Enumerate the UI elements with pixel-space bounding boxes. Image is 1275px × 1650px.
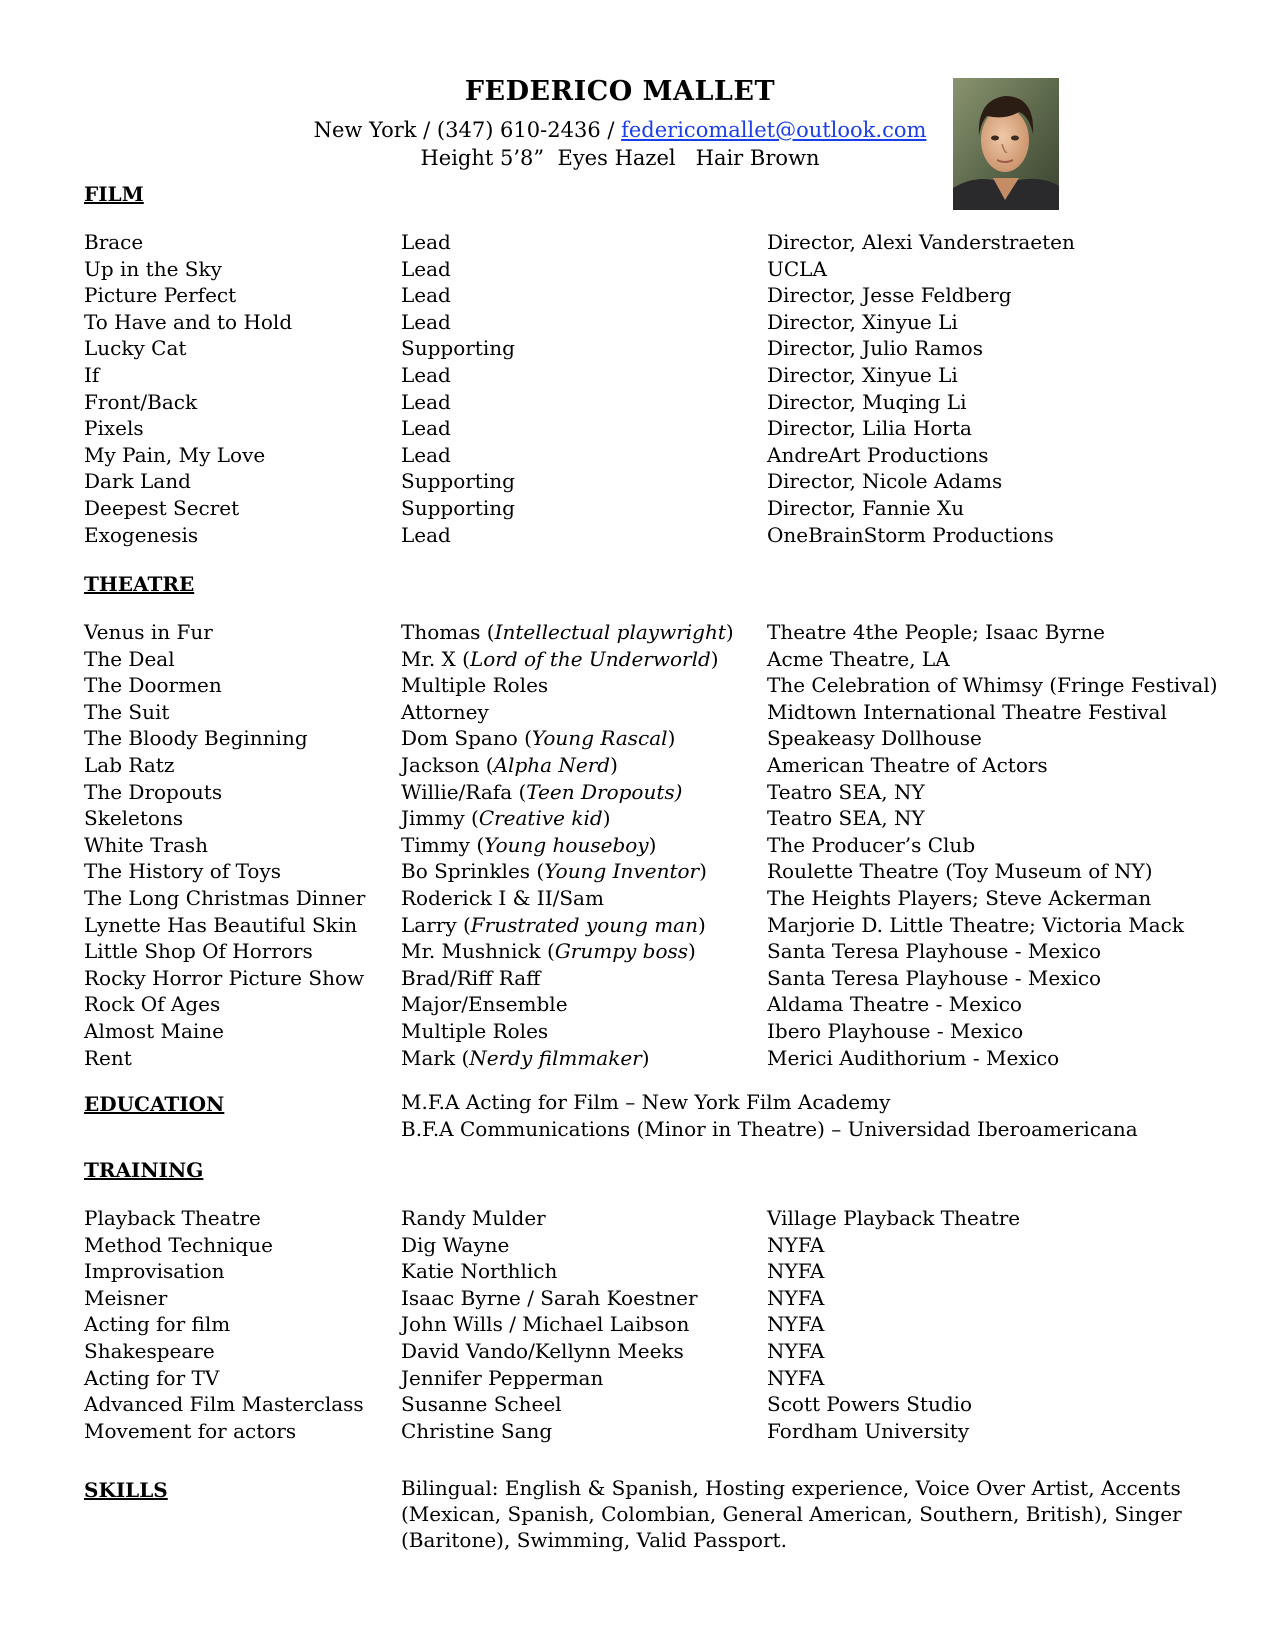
film-heading: FILM xyxy=(84,182,144,206)
training-credit: NYFA xyxy=(767,1339,825,1363)
film-title: Up in the Sky xyxy=(84,256,222,281)
skills-heading: SKILLS xyxy=(84,1478,168,1502)
training-role: Dig Wayne xyxy=(401,1232,510,1257)
theatre-row xyxy=(0,1018,1275,1045)
film-title: To Have and to Hold xyxy=(84,309,293,334)
role-description: Alpha Nerd xyxy=(493,753,611,777)
role-close: ) xyxy=(602,806,611,831)
training-heading: TRAINING xyxy=(84,1158,204,1182)
film-credit: OneBrainStorm Productions xyxy=(767,522,1054,547)
role-name: Dom Spano ( xyxy=(401,726,532,751)
training-role: Isaac Byrne / Sarah Koestner xyxy=(401,1285,698,1310)
film-row xyxy=(0,229,1275,256)
theatre-role xyxy=(401,991,568,1018)
theatre-title: Almost Maine xyxy=(84,1019,225,1043)
theatre-credit: Theatre 4the People; Isaac Byrne xyxy=(767,620,1106,644)
film-row xyxy=(0,256,1275,283)
training-title: Acting for TV xyxy=(84,1365,220,1390)
role-description: Young Rascal xyxy=(531,726,668,751)
theatre-row xyxy=(0,912,1275,939)
role-name: Multiple Roles xyxy=(401,673,549,698)
role-name: Willie/Rafa ( xyxy=(401,779,527,804)
role-description: Grumpy boss xyxy=(554,939,689,964)
training-role: Katie Northlich xyxy=(401,1259,558,1284)
theatre-title: Lynette Has Beautiful Skin xyxy=(84,912,358,937)
film-title: My Pain, My Love xyxy=(84,442,266,467)
education-line: M.F.A Acting for Film – New York Film Academy xyxy=(401,1090,891,1114)
training-role: Susanne Scheel xyxy=(401,1392,562,1417)
training-credit: Village Playback Theatre xyxy=(767,1206,1021,1230)
theatre-role xyxy=(401,1018,548,1045)
film-row xyxy=(0,309,1275,336)
role-name: Multiple Roles xyxy=(401,1019,549,1043)
film-title: Front/Back xyxy=(84,389,198,414)
film-credit: AndreArt Productions xyxy=(767,442,989,467)
training-credit: NYFA xyxy=(767,1259,825,1284)
theatre-credit: The Celebration of Whimsy (Fringe Festival) xyxy=(767,673,1218,698)
role-name: Bo Sprinkles ( xyxy=(401,859,545,884)
role-close: ) xyxy=(667,726,676,751)
training-title: Shakespeare xyxy=(84,1339,215,1363)
role-name: Major/Ensemble xyxy=(401,992,568,1017)
theatre-credit: Merici Audithorium - Mexico xyxy=(767,1045,1060,1070)
film-credit: Director, Fannie Xu xyxy=(767,496,965,520)
theatre-title: The History of Toys xyxy=(84,859,282,884)
film-credit: Director, Muqing Li xyxy=(767,389,967,414)
theatre-row xyxy=(0,752,1275,779)
film-title: Deepest Secret xyxy=(84,496,240,520)
theatre-title: Rent xyxy=(84,1045,132,1070)
theatre-title: Venus in Fur xyxy=(84,620,213,644)
training-credit: NYFA xyxy=(767,1285,825,1310)
theatre-role xyxy=(401,619,734,646)
training-title: Advanced Film Masterclass xyxy=(84,1392,364,1417)
role-description: Lord of the Underworld xyxy=(469,646,711,671)
film-role: Lead xyxy=(401,416,451,441)
training-credit: NYFA xyxy=(767,1232,825,1257)
theatre-title: The Deal xyxy=(84,646,175,671)
theatre-credit: The Heights Players; Steve Ackerman xyxy=(767,886,1152,910)
training-credit: NYFA xyxy=(767,1312,825,1337)
theatre-row xyxy=(0,1045,1275,1072)
theatre-credit: Speakeasy Dollhouse xyxy=(767,726,982,751)
film-credit: Director, Nicole Adams xyxy=(767,469,1003,494)
film-role: Supporting xyxy=(401,336,515,361)
theatre-role xyxy=(401,699,489,726)
role-description: Young Inventor xyxy=(544,859,700,884)
role-name: Mr. X ( xyxy=(401,646,470,671)
film-row xyxy=(0,468,1275,495)
theatre-row xyxy=(0,646,1275,673)
theatre-heading: THEATRE xyxy=(84,572,195,596)
contact-location-phone: New York / (347) 610-2436 / xyxy=(313,118,622,142)
theatre-credit: Santa Teresa Playhouse - Mexico xyxy=(767,965,1102,990)
role-description: Young houseboy xyxy=(484,832,649,857)
film-title: Dark Land xyxy=(84,469,191,494)
film-row xyxy=(0,522,1275,549)
theatre-title: White Trash xyxy=(84,832,209,857)
theatre-credit: Ibero Playhouse - Mexico xyxy=(767,1019,1024,1043)
film-row xyxy=(0,335,1275,362)
resume-name: FEDERICO MALLET xyxy=(464,76,776,107)
training-row xyxy=(0,1258,1275,1285)
theatre-role xyxy=(401,805,611,832)
theatre-role xyxy=(401,779,682,806)
theatre-credit: Acme Theatre, LA xyxy=(767,646,950,671)
film-credit: Director, Alexi Vanderstraeten xyxy=(767,230,1075,254)
film-credit: Director, Julio Ramos xyxy=(767,336,983,361)
role-description: Intellectual playwright xyxy=(494,620,726,644)
theatre-role xyxy=(401,858,707,885)
film-role: Supporting xyxy=(401,469,515,494)
role-description: Nerdy filmmaker xyxy=(469,1045,642,1070)
theatre-row xyxy=(0,965,1275,992)
theatre-row xyxy=(0,832,1275,859)
theatre-row xyxy=(0,619,1275,646)
role-name: Brad/Riff Raff xyxy=(401,965,541,990)
film-title: Lucky Cat xyxy=(84,336,187,361)
role-close: ) xyxy=(725,620,734,644)
training-title: Method Technique xyxy=(84,1232,273,1257)
theatre-role xyxy=(401,832,656,859)
theatre-credit: The Producer’s Club xyxy=(767,832,976,857)
theatre-title: The Dropouts xyxy=(84,779,223,804)
theatre-role xyxy=(401,885,604,912)
theatre-role xyxy=(401,912,706,939)
role-name: Roderick I & II/Sam xyxy=(401,886,604,910)
theatre-row xyxy=(0,991,1275,1018)
film-role: Lead xyxy=(401,256,451,281)
film-role: Lead xyxy=(401,230,451,254)
role-name: Timmy ( xyxy=(401,832,485,857)
training-title: Playback Theatre xyxy=(84,1206,261,1230)
role-close: ) xyxy=(641,1045,650,1070)
theatre-row xyxy=(0,699,1275,726)
training-row xyxy=(0,1285,1275,1312)
training-row xyxy=(0,1205,1275,1232)
role-close: ) xyxy=(710,646,719,671)
film-role: Lead xyxy=(401,309,451,334)
training-row xyxy=(0,1391,1275,1418)
film-role: Lead xyxy=(401,389,451,414)
role-close: ) xyxy=(610,753,618,777)
theatre-role xyxy=(401,965,540,992)
training-role: Randy Mulder xyxy=(401,1206,546,1230)
training-credit: Fordham University xyxy=(767,1418,970,1443)
role-name: Attorney xyxy=(401,699,489,724)
physical-stats: Height 5’8” Eyes Hazel Hair Brown xyxy=(420,146,820,170)
role-close: ) xyxy=(697,912,706,937)
theatre-title: Rock Of Ages xyxy=(84,992,221,1017)
role-name: Jimmy ( xyxy=(401,806,479,831)
training-role: Christine Sang xyxy=(401,1418,553,1443)
film-role: Supporting xyxy=(401,496,515,520)
film-title: If xyxy=(84,363,100,387)
theatre-role xyxy=(401,672,548,699)
training-role: Jennifer Pepperman xyxy=(401,1365,604,1390)
theatre-row xyxy=(0,779,1275,806)
theatre-row xyxy=(0,805,1275,832)
training-row xyxy=(0,1365,1275,1392)
role-close: ) xyxy=(699,859,707,884)
education-line: B.F.A Communications (Minor in Theatre) – Universidad Iberoamericana xyxy=(401,1116,1138,1141)
theatre-role xyxy=(401,646,719,673)
training-row xyxy=(0,1232,1275,1259)
theatre-credit: Santa Teresa Playhouse - Mexico xyxy=(767,939,1102,964)
film-credit: UCLA xyxy=(767,256,827,281)
role-description: Teen Dropouts) xyxy=(526,779,683,804)
theatre-title: The Doormen xyxy=(84,673,222,698)
theatre-row xyxy=(0,938,1275,965)
headshot-photo xyxy=(953,78,1059,210)
training-title: Meisner xyxy=(84,1285,168,1310)
role-name: Thomas ( xyxy=(401,620,495,644)
film-row xyxy=(0,362,1275,389)
theatre-role xyxy=(401,1045,650,1072)
training-title: Acting for film xyxy=(84,1312,231,1337)
theatre-credit: Midtown International Theatre Festival xyxy=(767,699,1167,724)
role-description: Creative kid xyxy=(478,806,603,831)
film-title: Exogenesis xyxy=(84,522,199,547)
training-row xyxy=(0,1418,1275,1445)
theatre-role xyxy=(401,938,696,965)
role-name: Mr. Mushnick ( xyxy=(401,939,555,964)
role-close: ) xyxy=(648,832,657,857)
training-role: John Wills / Michael Laibson xyxy=(401,1312,690,1337)
film-credit: Director, Lilia Horta xyxy=(767,416,972,441)
film-title: Pixels xyxy=(84,416,144,441)
headshot-image xyxy=(953,78,1059,210)
theatre-title: The Bloody Beginning xyxy=(84,726,308,751)
theatre-credit: American Theatre of Actors xyxy=(767,753,1048,777)
film-row xyxy=(0,495,1275,522)
training-credit: NYFA xyxy=(767,1365,825,1390)
theatre-title: The Long Christmas Dinner xyxy=(84,886,366,910)
film-row xyxy=(0,442,1275,469)
education-heading: EDUCATION xyxy=(84,1092,225,1116)
training-title: Movement for actors xyxy=(84,1418,297,1443)
theatre-row xyxy=(0,885,1275,912)
film-role: Lead xyxy=(401,283,451,308)
film-credit: Director, Jesse Feldberg xyxy=(767,283,1012,308)
role-name: Mark ( xyxy=(401,1045,470,1070)
film-role: Lead xyxy=(401,363,451,387)
film-row xyxy=(0,415,1275,442)
training-role: David Vando/Kellynn Meeks xyxy=(401,1339,684,1363)
film-role: Lead xyxy=(401,442,451,467)
theatre-role xyxy=(401,752,618,779)
theatre-title: Skeletons xyxy=(84,806,184,831)
theatre-credit: Aldama Theatre - Mexico xyxy=(767,992,1022,1017)
role-name: Jackson ( xyxy=(401,753,494,777)
training-title: Improvisation xyxy=(84,1259,225,1284)
film-credit: Director, Xinyue Li xyxy=(767,309,958,334)
film-role: Lead xyxy=(401,522,451,547)
role-name: Larry ( xyxy=(401,912,471,937)
training-credit: Scott Powers Studio xyxy=(767,1392,973,1417)
theatre-credit: Teatro SEA, NY xyxy=(767,779,925,804)
role-close: ) xyxy=(688,939,696,964)
theatre-title: The Suit xyxy=(84,699,170,724)
skills-text: Bilingual: English & Spanish, Hosting experience, Voice Over Artist, Accents (Mexican, Spanish, Colombian, General American, Southern, British), Singer (Baritone), Swimming, Valid Passport. xyxy=(401,1476,1182,1552)
film-row xyxy=(0,282,1275,309)
training-row xyxy=(0,1311,1275,1338)
role-description: Frustrated young man xyxy=(470,912,698,937)
theatre-title: Lab Ratz xyxy=(84,753,175,777)
training-row xyxy=(0,1338,1275,1365)
theatre-credit: Roulette Theatre (Toy Museum of NY) xyxy=(767,859,1153,884)
theatre-row xyxy=(0,858,1275,885)
email-link[interactable]: federicomallet@outlook.com xyxy=(621,118,927,142)
theatre-row xyxy=(0,672,1275,699)
film-credit: Director, Xinyue Li xyxy=(767,363,958,387)
theatre-row xyxy=(0,725,1275,752)
film-row xyxy=(0,389,1275,416)
theatre-title: Little Shop Of Horrors xyxy=(84,939,313,964)
theatre-title: Rocky Horror Picture Show xyxy=(84,965,365,990)
theatre-credit: Marjorie D. Little Theatre; Victoria Mack xyxy=(767,912,1184,937)
theatre-role xyxy=(401,725,675,752)
film-title: Picture Perfect xyxy=(84,283,237,308)
film-title: Brace xyxy=(84,230,144,254)
theatre-credit: Teatro SEA, NY xyxy=(767,806,925,831)
